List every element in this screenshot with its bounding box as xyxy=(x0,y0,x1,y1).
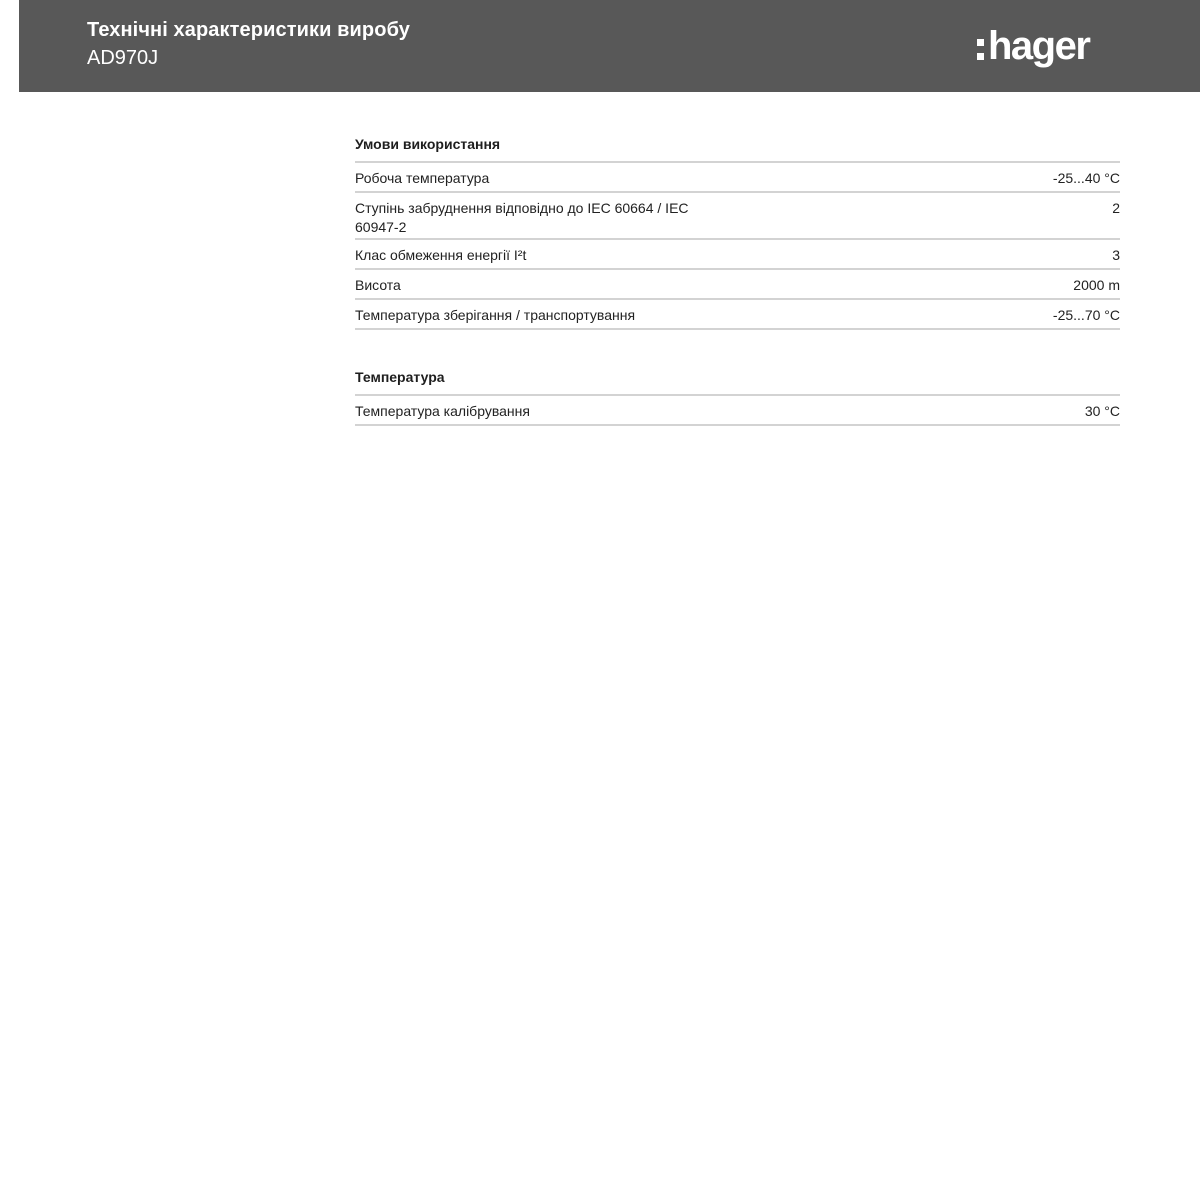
page-header xyxy=(19,0,1200,92)
spec-label: Клас обмеження енергії I²t xyxy=(355,247,527,263)
spec-value: 2000 m xyxy=(1073,277,1120,293)
spec-label: Температура калібрування xyxy=(355,403,530,419)
section-heading: Температура xyxy=(355,369,1120,396)
spec-value: -25...70 °C xyxy=(1052,307,1120,323)
spec-content xyxy=(355,136,1120,426)
section-usage-conditions xyxy=(355,136,1120,330)
spec-label: Ступінь забруднення відповідно до IEC 60664 / IEC 60947-2 xyxy=(355,200,689,235)
spec-row-energy-limiting-class xyxy=(355,240,1120,270)
page-title: Технічні характеристики виробу xyxy=(87,19,410,41)
spec-value: 30 °C xyxy=(1084,403,1120,419)
logo-wordmark: hager xyxy=(988,24,1090,68)
hager-logo xyxy=(977,22,1089,70)
spec-row-pollution-degree xyxy=(355,193,1120,240)
section-heading: Умови використання xyxy=(355,136,1120,163)
spec-label: Висота xyxy=(355,277,401,293)
spec-row-operating-temperature xyxy=(355,163,1120,193)
product-code: AD970J xyxy=(87,47,159,69)
spec-label: Температура зберігання / транспортування xyxy=(355,307,636,323)
spec-row-altitude xyxy=(355,270,1120,300)
spec-value: 3 xyxy=(1112,247,1120,263)
spec-row-storage-temperature xyxy=(355,300,1120,330)
logo-colon-icon xyxy=(977,39,984,60)
spec-value: 2 xyxy=(1112,200,1120,216)
section-temperature xyxy=(355,369,1120,426)
spec-value: -25...40 °C xyxy=(1052,170,1120,186)
spec-row-calibration-temperature xyxy=(355,396,1120,426)
spec-label: Робоча температура xyxy=(355,170,490,186)
